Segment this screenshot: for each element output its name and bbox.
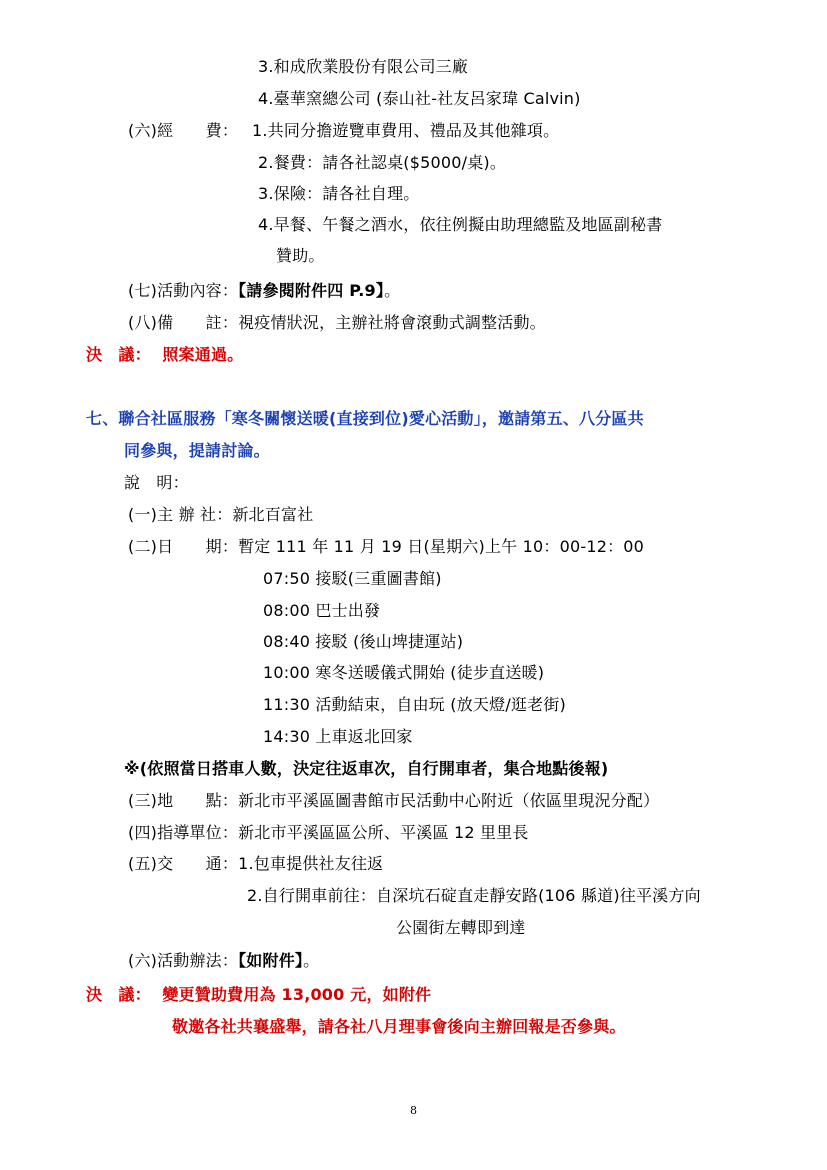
method-value: 【如附件】	[238, 951, 304, 970]
content-label: (七)活動內容：	[128, 281, 239, 300]
resolution-value: 照案通過。	[162, 345, 244, 364]
schedule-item: 10:00 寒冬送暖儀式開始 (徒步直送暖)	[263, 663, 545, 682]
traffic-line-3: 公園街左轉即到達	[396, 918, 526, 937]
remark-line: ※(依照當日搭車人數，決定往返車次，自行開車者，集合地點後報)	[124, 759, 609, 778]
content-line	[128, 280, 400, 302]
fee-item-1: 1.共同分擔遊覽車費用、禮品及其他雜項。	[252, 121, 560, 140]
company-line-3: 3.和成欣業股份有限公司三廠	[258, 57, 469, 76]
resolution-line-1	[86, 344, 243, 366]
resolution-line-2	[86, 984, 431, 1006]
fee-item-3: 3.保險：請各社自理。	[258, 184, 420, 203]
place-line: (三)地 點：新北市平溪區圖書館市民活動中心附近（依區里現況分配）	[128, 791, 660, 810]
section-7-title: 七、聯合社區服務「寒冬關懷送暖(直接到位)愛心活動」，邀請第五、八分區共	[86, 409, 644, 428]
content-value: 【請參閱附件四 P.9】	[238, 281, 385, 300]
fee-item-4: 4.早餐、午餐之酒水，依往例擬由助理總監及地區副秘書	[258, 215, 663, 234]
fee-item-4-cont: 贊助。	[276, 246, 325, 265]
note-line: (八)備 註：視疫情狀況，主辦社將會滾動式調整活動。	[128, 313, 546, 332]
resolution-label: 決 議：	[86, 985, 151, 1004]
schedule-item: 11:30 活動結束，自由玩 (放天燈/逛老街)	[263, 695, 566, 714]
content-end: 。	[384, 281, 401, 300]
resolution-label: 決 議：	[86, 345, 151, 364]
schedule-item: 08:00 巴士出發	[263, 601, 381, 620]
host-line: (一)主 辦 社：新北百富社	[128, 505, 314, 524]
method-line	[128, 950, 319, 972]
resolution-value: 變更贊助費用為 13,000 元，如附件	[162, 985, 432, 1004]
method-label: (六)活動辦法：	[128, 951, 239, 970]
schedule-item: 07:50 接駁(三重圖書館)	[263, 569, 442, 588]
schedule-item: 14:30 上車返北回家	[263, 727, 413, 746]
schedule-item: 08:40 接駁 (後山埤捷運站)	[263, 632, 464, 651]
resolution-line-3: 敬邀各社共襄盛舉，請各社八月理事會後向主辦回報是否參與。	[172, 1017, 626, 1036]
section-7-title-cont: 同參與，提請討論。	[124, 441, 270, 460]
traffic-line-2: 2.自行開車前往：自深坑石碇直走靜安路(106 縣道)往平溪方向	[247, 886, 701, 905]
page-number: 8	[410, 1104, 417, 1117]
explain-label: 說 明：	[124, 473, 189, 492]
date-line: (二)日 期：暫定 111 年 11 月 19 日(星期六)上午 10：00-12：00	[128, 537, 645, 556]
fee-label: (六)經 費：	[128, 121, 239, 140]
traffic-line-1: (五)交 通：1.包車提供社友往返	[128, 854, 384, 873]
guide-line: (四)指導單位：新北市平溪區區公所、平溪區 12 里里長	[128, 823, 529, 842]
fee-item-2: 2.餐費：請各社認桌($5000/桌)。	[258, 153, 507, 172]
method-end: 。	[303, 951, 320, 970]
company-line-4: 4.臺華窯總公司 (泰山社-社友呂家瑋 Calvin)	[258, 89, 581, 108]
